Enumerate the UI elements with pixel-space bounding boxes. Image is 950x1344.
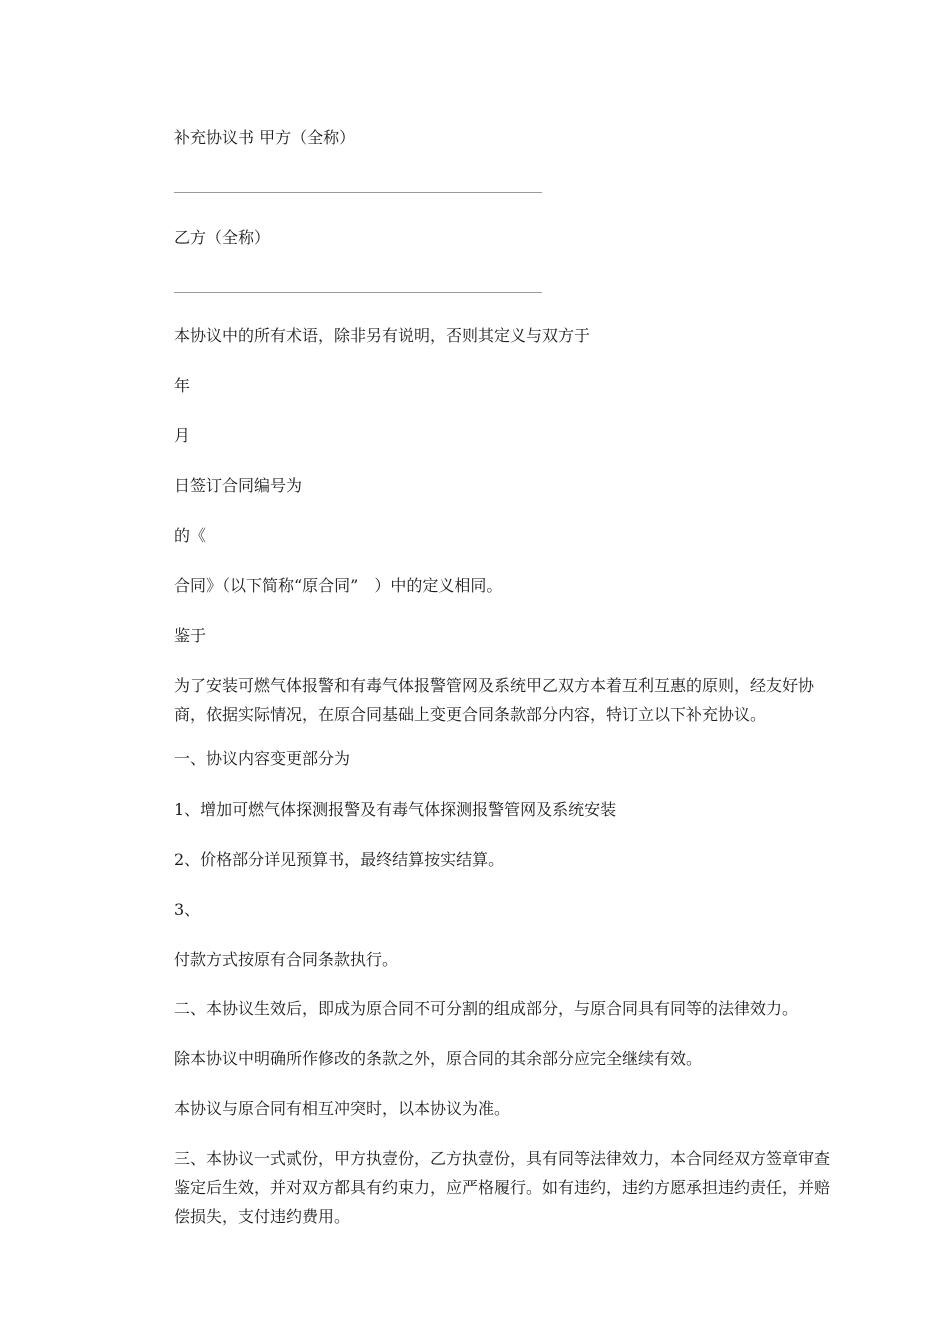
item-3: 3、 xyxy=(174,900,201,919)
section-1-title: 一、协议内容变更部分为 xyxy=(174,749,351,768)
item-2: 2、价格部分详见预算书，最终结算按实结算。 xyxy=(174,850,505,869)
party-a-blank-line xyxy=(174,192,542,193)
item-1: 1、增加可燃气体探测报警及有毒气体探测报警管网及系统安装 xyxy=(174,800,617,819)
purpose-paragraph: 为了安装可燃气体报警和有毒气体报警管网及系统甲乙双方本着互利互惠的原则，经友好协商，依据实际情况，在原合同基础上变更合同条款部分内容，特订立以下补充协议。 xyxy=(174,676,815,724)
remaining-valid: 除本协议中明确所作修改的条款之外，原合同的其余部分应完全继续有效。 xyxy=(174,1049,703,1068)
contract-reference: 合同》（以下简称“原合同” ）中的定义相同。 xyxy=(174,576,503,595)
month-label: 月 xyxy=(174,426,191,445)
party-b-label: 乙方（全称） xyxy=(174,228,271,247)
section-2: 二、本协议生效后，即成为原合同不可分割的组成部分，与原合同具有同等的法律效力。 xyxy=(174,999,799,1018)
conflict-rule: 本协议与原合同有相互冲突时，以本协议为准。 xyxy=(174,1099,511,1118)
whereas-label: 鉴于 xyxy=(174,626,207,645)
party-b-blank-line xyxy=(174,292,542,293)
agreement-title-party-a: 补充协议书 甲方（全称） xyxy=(174,128,356,147)
terms-intro: 本协议中的所有术语，除非另有说明，否则其定义与双方于 xyxy=(174,326,591,345)
section-3-paragraph: 三、本协议一式贰份，甲方执壹份，乙方执壹份，具有同等法律效力，本合同经双方签章审查鉴定后生效，并对双方都具有约束力，应严格履行。如有违约，违约方愿承担违约责任，并赔偿损失，支付违约费用。 xyxy=(174,1149,831,1226)
payment-terms: 付款方式按原有合同条款执行。 xyxy=(174,950,399,969)
year-label: 年 xyxy=(174,376,191,395)
day-contract-number: 日签订合同编号为 xyxy=(174,476,303,495)
of-quote: 的《 xyxy=(174,526,207,545)
